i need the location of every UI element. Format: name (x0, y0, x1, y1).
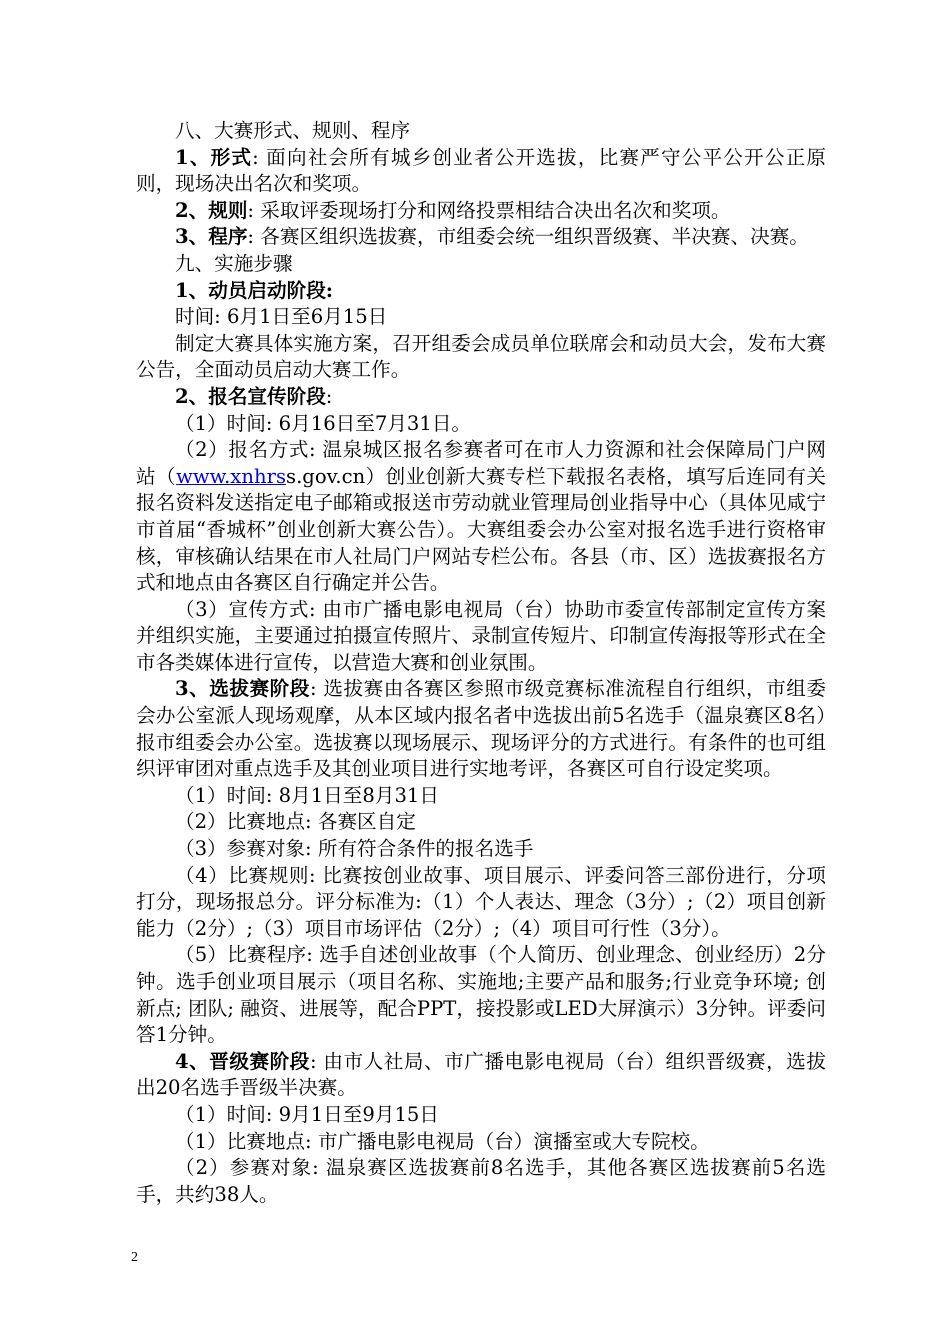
paragraph-form (136, 145, 826, 198)
stage-3-target: （3）参赛对象: 所有符合条件的报名选手 (175, 837, 534, 861)
stage-1-text: 制定大赛具体实施方案，召开组委会成员单位联席会和动员大会，发布大赛公告，全面动员启动大赛工作。 (136, 331, 826, 382)
stage-2-heading (136, 384, 826, 411)
stage-1-label: 1、动员启动阶段: (175, 278, 334, 302)
stage-2-label: 2、报名宣传阶段 (175, 384, 326, 408)
text-procedure: : 各赛区组织选拔赛，市组委会统一组织晋级赛、半决赛、决赛。 (247, 225, 809, 249)
stage-4-time: （1）时间: 9月1日至9月15日 (175, 1102, 439, 1126)
website-link[interactable]: www.xnhrs (176, 464, 287, 488)
text-rules: : 采取评委现场打分和网络投票相结合决出名次和奖项。 (247, 198, 731, 222)
heading-text: 九、实施步骤 (175, 251, 293, 275)
page-number: 2 (131, 1250, 138, 1265)
stage-2-colon: : (325, 384, 333, 408)
stage-3-place: （2）比赛地点: 各赛区自定 (175, 810, 416, 834)
stage-3-intro (136, 676, 826, 782)
heading-section-8 (136, 118, 826, 145)
stage-3-procedure: （5）比赛程序: 选手自述创业故事（个人简历、创业理念、创业经历）2分钟。选手创业项目展示（项目名称、实施地;主要产品和服务;行业竞争环境; 创新点; 团队; 融资、进展等，配合PPT，接投影或LED大屏演示）3分钟。评委问答1分钟。 (136, 943, 826, 1047)
text-form: : 面向社会所有城乡创业者公开选拔，比赛严守公平公开公正原则，现场决出名次和奖项。 (136, 145, 826, 196)
stage-3-text: : 选拔赛由各赛区参照市级竞赛标准流程自行组织，市组委会办公室派人现场观摩，从本区域内报名者中选拔出前5名选手（温泉赛区8名）报市组委会办公室。选拔赛以现场展示、现场评分的方式进行。有条件的也可组织评审团对重点选手及其创业项目进行实地考评，各赛区可自行设定奖项。 (136, 677, 826, 781)
heading-text: 八、大赛形式、规则、程序 (175, 119, 411, 142)
stage-2-publicity: （3）宣传方式: 由市广播电影电视局（台）协助市委宣传部制定宣传方案并组织实施，主要通过拍摄宣传照片、录制宣传短片、印制宣传海报等形式在全市各类媒体进行宣传，以营造大赛和创业氛围。 (136, 597, 826, 674)
stage-4-label: 4、晋级赛阶段 (175, 1049, 310, 1073)
stage-4-place: （1）比赛地点: 市广播电影电视局（台）演播室或大专院校。 (175, 1129, 710, 1153)
stage-4-text: : 由市人社局、市广播电影电视局（台）组织晋级赛，选拔出20名选手晋级半决赛。 (136, 1049, 826, 1100)
label-rules: 2、规则 (175, 198, 248, 222)
label-procedure: 3、程序 (175, 225, 248, 249)
stage-4-intro (136, 1049, 826, 1102)
label-form: 1、形式 (175, 145, 253, 169)
registration-text-before: （2）报名方式: 温泉城区报名参赛者可在市人力资源和社会保障局门户网站（ (136, 438, 826, 488)
paragraph-rules (136, 198, 826, 225)
stage-3-time: （1）时间: 8月1日至8月31日 (175, 783, 439, 807)
heading-section-9 (136, 251, 826, 278)
stage-3-rules: （4）比赛规则: 比赛按创业故事、项目展示、评委问答三部份进行，分项打分，现场报总分。评分标准为:（1）个人表达、理念（3分）;（2）项目创新能力（2分）;（3）项目市场评估（2分）;（4）项目可行性（3分）。 (136, 863, 826, 940)
document-body (136, 118, 826, 1208)
stage-3-label: 3、选拔赛阶段 (175, 677, 310, 701)
paragraph-procedure (136, 224, 826, 251)
registration-text-after: s.gov.cn）创业创新大赛专栏下载报名表格，填写后连同有关报名资料发送指定电子邮箱或报送市劳动就业管理局创业指导中心（具体见咸宁市首届“香城杯”创业创新大赛公告）。大赛组委会办公室对报名选手进行资格审核，审核确认结果在市人社局门户网站专栏公布。各县（市、区）选拔赛报名方式和地点由各赛区自行确定并公告。 (136, 464, 827, 595)
stage-4-target: （2）参赛对象: 温泉赛区选拔赛前8名选手，其他各赛区选拔赛前5名选手，共约38人。 (136, 1156, 826, 1206)
stage-2-registration (136, 437, 826, 597)
stage-2-time: （1）时间: 6月16日至7月31日。 (175, 411, 472, 435)
stage-1-time: 时间: 6月1日至6月15日 (175, 305, 388, 329)
